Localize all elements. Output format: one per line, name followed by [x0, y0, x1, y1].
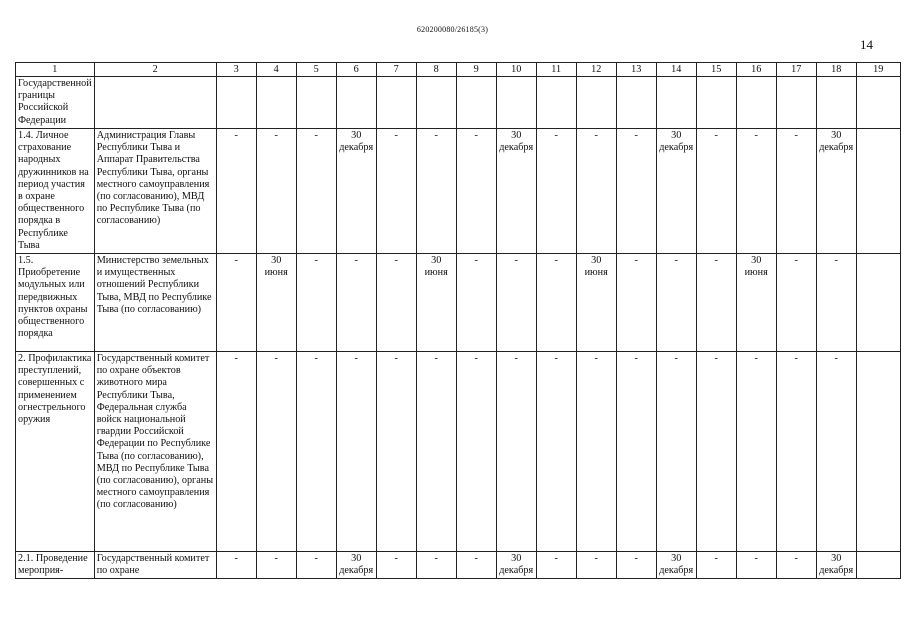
col-header: 14 [656, 63, 696, 77]
value-cell: - [456, 254, 496, 352]
value-cell: - [336, 352, 376, 552]
value-cell: - [536, 552, 576, 579]
value-cell: - [616, 552, 656, 579]
header-row [16, 63, 901, 77]
col-header: 2 [94, 63, 216, 77]
value-cell: - [496, 352, 536, 552]
value-cell [856, 254, 900, 352]
table-row [16, 77, 901, 129]
value-cell: - [776, 254, 816, 352]
measure-cell: 1.5. Приобретение модульных или передвижных пунктов охраны общественного порядка [16, 254, 95, 352]
value-cell: 30 июня [256, 254, 296, 352]
value-cell: 30 декабря [656, 129, 696, 254]
document-code: 620200080/26185(3) [416, 25, 489, 34]
value-cell: - [296, 552, 336, 579]
col-header: 1 [16, 63, 95, 77]
value-cell: - [416, 552, 456, 579]
value-cell: - [216, 352, 256, 552]
value-cell: - [416, 129, 456, 254]
col-header: 12 [576, 63, 616, 77]
value-cell: - [216, 129, 256, 254]
value-cell [256, 77, 296, 129]
value-cell: - [416, 352, 456, 552]
value-cell [736, 77, 776, 129]
executor-cell [94, 77, 216, 129]
col-header: 8 [416, 63, 456, 77]
value-cell: - [296, 129, 336, 254]
col-header: 10 [496, 63, 536, 77]
value-cell: - [616, 254, 656, 352]
col-header: 16 [736, 63, 776, 77]
col-header: 4 [256, 63, 296, 77]
measure-cell: 2. Профилактика преступлений, совершенных с применением огнестрельного оружия [16, 352, 95, 552]
value-cell [416, 77, 456, 129]
value-cell: - [256, 129, 296, 254]
value-cell [856, 352, 900, 552]
value-cell: - [456, 352, 496, 552]
value-cell [536, 77, 576, 129]
value-cell [336, 77, 376, 129]
value-cell: - [656, 254, 696, 352]
value-cell: - [456, 552, 496, 579]
value-cell: - [376, 254, 416, 352]
value-cell: - [456, 129, 496, 254]
col-header: 7 [376, 63, 416, 77]
value-cell: - [376, 129, 416, 254]
value-cell: 30 декабря [336, 552, 376, 579]
col-header: 18 [816, 63, 856, 77]
col-header: 9 [456, 63, 496, 77]
value-cell: - [736, 129, 776, 254]
table-row [16, 552, 901, 579]
col-header: 11 [536, 63, 576, 77]
value-cell: 30 декабря [656, 552, 696, 579]
value-cell: 30 декабря [816, 129, 856, 254]
value-cell: 30 июня [736, 254, 776, 352]
value-cell: - [616, 352, 656, 552]
value-cell: - [296, 352, 336, 552]
value-cell [776, 77, 816, 129]
value-cell: - [376, 352, 416, 552]
value-cell: - [256, 352, 296, 552]
value-cell [296, 77, 336, 129]
value-cell: - [296, 254, 336, 352]
executor-cell: Администрация Главы Республики Тыва и Аппарат Правительства Республики Тыва, органы местного самоуправления (по согласованию), МВД по Республике Тыва (по согласованию) [94, 129, 216, 254]
col-header: 17 [776, 63, 816, 77]
value-cell: - [816, 352, 856, 552]
value-cell: 30 декабря [816, 552, 856, 579]
executor-cell: Министерство земельных и имущественных отношений Республики Тыва, МВД по Республике Тыва (по согласованию) [94, 254, 216, 352]
value-cell: - [696, 129, 736, 254]
value-cell: 30 июня [416, 254, 456, 352]
plan-table [15, 62, 901, 579]
value-cell: - [776, 352, 816, 552]
value-cell: - [256, 552, 296, 579]
value-cell: - [376, 552, 416, 579]
table-row [16, 254, 901, 352]
value-cell: - [776, 129, 816, 254]
value-cell: - [656, 352, 696, 552]
value-cell: - [216, 254, 256, 352]
executor-cell: Государственный комитет по охране объектов животного мира Республики Тыва, Федеральная служба войск национальной гвардии Российской Федерации по Республике Тыва (по согласованию), МВД по Республике Тыва (по согласованию), органы местного самоуправления (по согласованию) [94, 352, 216, 552]
value-cell: - [696, 254, 736, 352]
value-cell [856, 129, 900, 254]
value-cell: - [496, 254, 536, 352]
value-cell: - [536, 254, 576, 352]
value-cell: 30 июня [576, 254, 616, 352]
value-cell: - [696, 552, 736, 579]
value-cell [376, 77, 416, 129]
col-header: 5 [296, 63, 336, 77]
value-cell [656, 77, 696, 129]
executor-cell: Государственный комитет по охране [94, 552, 216, 579]
value-cell [816, 77, 856, 129]
page-number: 14 [860, 37, 873, 52]
value-cell [616, 77, 656, 129]
col-header: 19 [856, 63, 900, 77]
value-cell: - [216, 552, 256, 579]
value-cell: 30 декабря [496, 129, 536, 254]
col-header: 6 [336, 63, 376, 77]
value-cell: - [576, 352, 616, 552]
value-cell: - [616, 129, 656, 254]
value-cell: - [336, 254, 376, 352]
col-header: 13 [616, 63, 656, 77]
value-cell: - [576, 129, 616, 254]
value-cell [856, 77, 900, 129]
measure-cell: Государственной границы Российской Федерации [16, 77, 95, 129]
table-row [16, 352, 901, 552]
value-cell: - [576, 552, 616, 579]
value-cell: - [696, 352, 736, 552]
value-cell [576, 77, 616, 129]
value-cell: - [816, 254, 856, 352]
value-cell [856, 552, 900, 579]
value-cell [456, 77, 496, 129]
value-cell: - [736, 552, 776, 579]
col-header: 15 [696, 63, 736, 77]
value-cell: 30 декабря [336, 129, 376, 254]
value-cell: - [536, 352, 576, 552]
value-cell [216, 77, 256, 129]
value-cell: - [776, 552, 816, 579]
value-cell [496, 77, 536, 129]
measure-cell: 1.4. Личное страхование народных дружинников на период участия в охране общественного порядка в Республике Тыва [16, 129, 95, 254]
value-cell: - [736, 352, 776, 552]
table-row [16, 129, 901, 254]
measure-cell: 2.1. Проведение мероприя- [16, 552, 95, 579]
col-header: 3 [216, 63, 256, 77]
value-cell [696, 77, 736, 129]
value-cell: - [536, 129, 576, 254]
value-cell: 30 декабря [496, 552, 536, 579]
